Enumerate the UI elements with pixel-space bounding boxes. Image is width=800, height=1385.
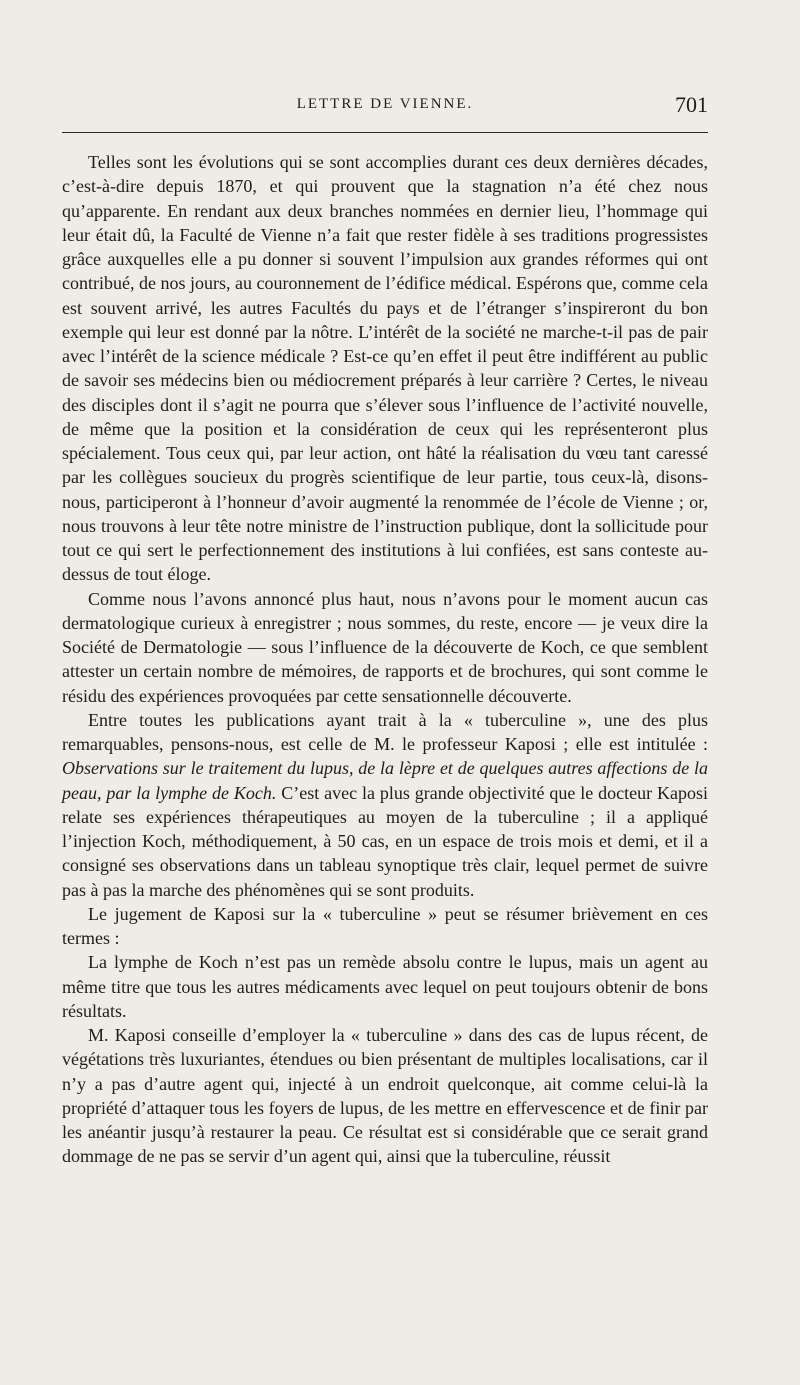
paragraph-6: M. Kaposi conseille d’employer la « tuberculine » dans des cas de lupus récent, de végétations très luxuriantes, étendues ou bien présentant de multiples localisations, car il n’y a pas d’autre agent qui, injecté à un endroit quelconque, ait comme celui-là la propriété d’attaquer tous les foyers de lupus, de les mettre en effervescence et de finir par les anéantir jusqu’à restaurer la peau. Ce résultat est si considérable que ce serait grand dommage de ne pas se servir d’un agent qui, ainsi que la tuberculine, réussit <box>62 1025 708 1167</box>
paragraph-3-rest: C’est avec la plus grande objectivité que le docteur Kaposi relate ses expériences thérapeutiques au moyen de la tuberculine ; il a appliqué l’injection Koch, méthodiquement, à 50 cas, en un espace de trois mois et demi, et il a consigné ses observations dans un tableau synoptique très clair, lequel permet de suivre pas à pas la marche des phénomènes qui se sont produits. <box>62 782 708 900</box>
body-text <box>62 150 708 1169</box>
paragraph-3 <box>62 708 708 902</box>
publication-title: Observations sur le traitement du lupus, de la lèpre et de quelques autres affections de la peau, par la lymphe de Koch. <box>62 758 708 803</box>
paragraph-4: Le jugement de Kaposi sur la « tuberculine » peut se résumer brièvement en ces termes : <box>62 903 708 948</box>
header-rule <box>62 132 708 133</box>
running-title: LETTRE DE VIENNE. <box>296 96 474 112</box>
running-head <box>62 92 708 118</box>
paragraph-2: Comme nous l’avons annoncé plus haut, nous n’avons pour le moment aucun cas dermatologique curieux à enregistrer ; nous sommes, du reste, encore — je veux dire la Société de Dermatologie — sous l’influence de la découverte de Koch, ce que semblent attester un certain nombre de mémoires, de rapports et de brochures, qui sont comme le résidu des expériences provoquées par cette sensationnelle découverte. <box>62 588 708 706</box>
paragraph-3-intro: Entre toutes les publications ayant trait à la « tuberculine », une des plus remarquables, pensons-nous, est celle de M. le professeur Kaposi ; elle est intitulée : <box>62 709 708 754</box>
paragraph-1: Telles sont les évolutions qui se sont accomplies durant ces deux dernières décades, c’est-à-dire depuis 1870, et qui prouvent que la stagnation n’a été chez nous qu’apparente. En rendant aux deux branches nommées en dernier lieu, l’hommage qui leur était dû, la Faculté de Vienne n’a fait que rester fidèle à ses traditions progressistes grâce auxquelles elle a pu donner si souvent l’impulsion aux grandes réformes qui ont contribué, de nos jours, au couronnement de l’édifice médical. Espérons que, comme cela est souvent arrivé, les autres Facultés du pays et de l’étranger s’inspireront du bon exemple qui leur est donné par la nôtre. L’intérêt de la société ne marche-t-il pas de pair avec l’intérêt de la science médicale ? Est-ce qu’en effet il peut être indifférent au public de savoir ses médecins bien ou médiocrement préparés à leur carrière ? Certes, le niveau des disciples dont il s’agit ne pourra que s’élever sous l’influence de l’activité nouvelle, de même que la position et la considération de ceux qui les représenteront plus spécialement. Tous ceux qui, par leur action, ont hâté la réalisation du vœu tant caressé par les collègues soucieux du progrès scientifique de leur partie, tous ceux-là, disons-nous, participeront à l’honneur d’avoir augmenté la renommée de l’école de Vienne ; or, nous trouvons à leur tête notre ministre de l’instruction publique, dont la sollicitude pour tout ce qui sert le perfectionnement des institutions à lui confiées, est sans conteste au-dessus de tout éloge. <box>62 152 708 585</box>
paragraph-5: La lymphe de Koch n’est pas un remède absolu contre le lupus, mais un agent au même titre que tous les autres médicaments avec lequel on peut toujours obtenir de bons résultats. <box>62 952 708 1021</box>
page-number: 701 <box>675 92 708 117</box>
